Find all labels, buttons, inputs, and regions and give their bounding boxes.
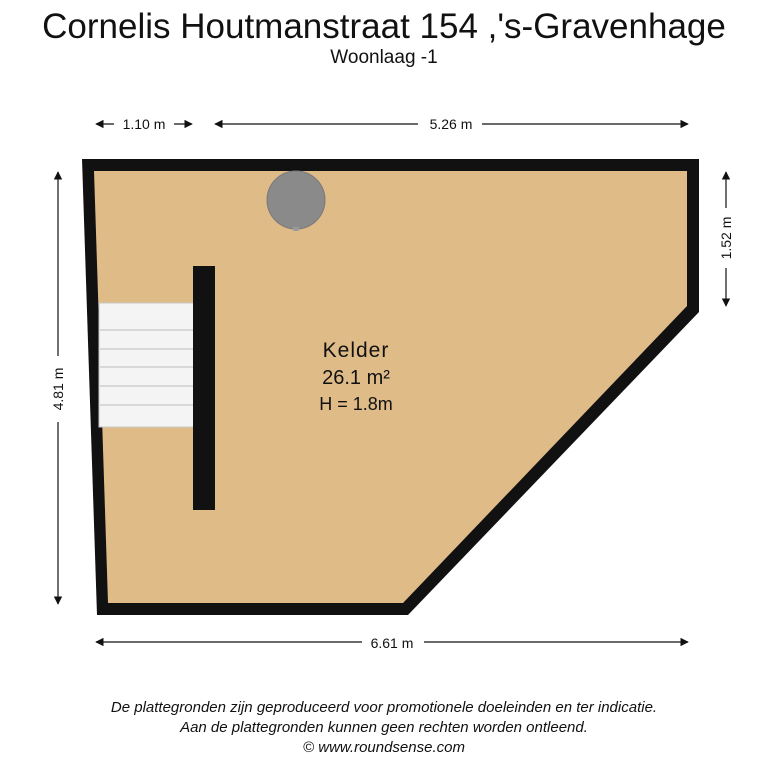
- room-height: H = 1.8m: [319, 394, 393, 414]
- dimension-label: 6.61 m: [370, 635, 414, 651]
- dimension-label: 1.52 m: [718, 216, 734, 260]
- page-title: Cornelis Houtmanstraat 154 ,'s-Gravenhage: [42, 7, 726, 46]
- dimension-label: 4.81 m: [50, 367, 66, 411]
- disclaimer: [0, 698, 768, 758]
- dimension-label: 5.26 m: [429, 116, 473, 132]
- disclaimer-line: Aan de plattegronden kunnen geen rechten worden ontleend.: [180, 719, 588, 736]
- room-name: Kelder: [322, 339, 390, 362]
- disclaimer-line: De plattegronden zijn geproduceerd voor promotionele doeleinden en ter indicatie.: [110, 699, 658, 716]
- staircase: [99, 303, 197, 427]
- floor-level-label: Woonlaag -1: [330, 47, 438, 68]
- dimension-left: [50, 172, 66, 604]
- dimension-right: [718, 172, 734, 306]
- dimension-bottom: [96, 635, 688, 651]
- copyright-link[interactable]: © www.roundsense.com: [303, 739, 465, 756]
- room-area: 26.1 m²: [322, 367, 390, 389]
- dimension-label: 1.10 m: [122, 116, 166, 132]
- dimension-top-right: [215, 116, 688, 132]
- interior-wall: [193, 266, 215, 510]
- dimension-top-left: [96, 116, 192, 132]
